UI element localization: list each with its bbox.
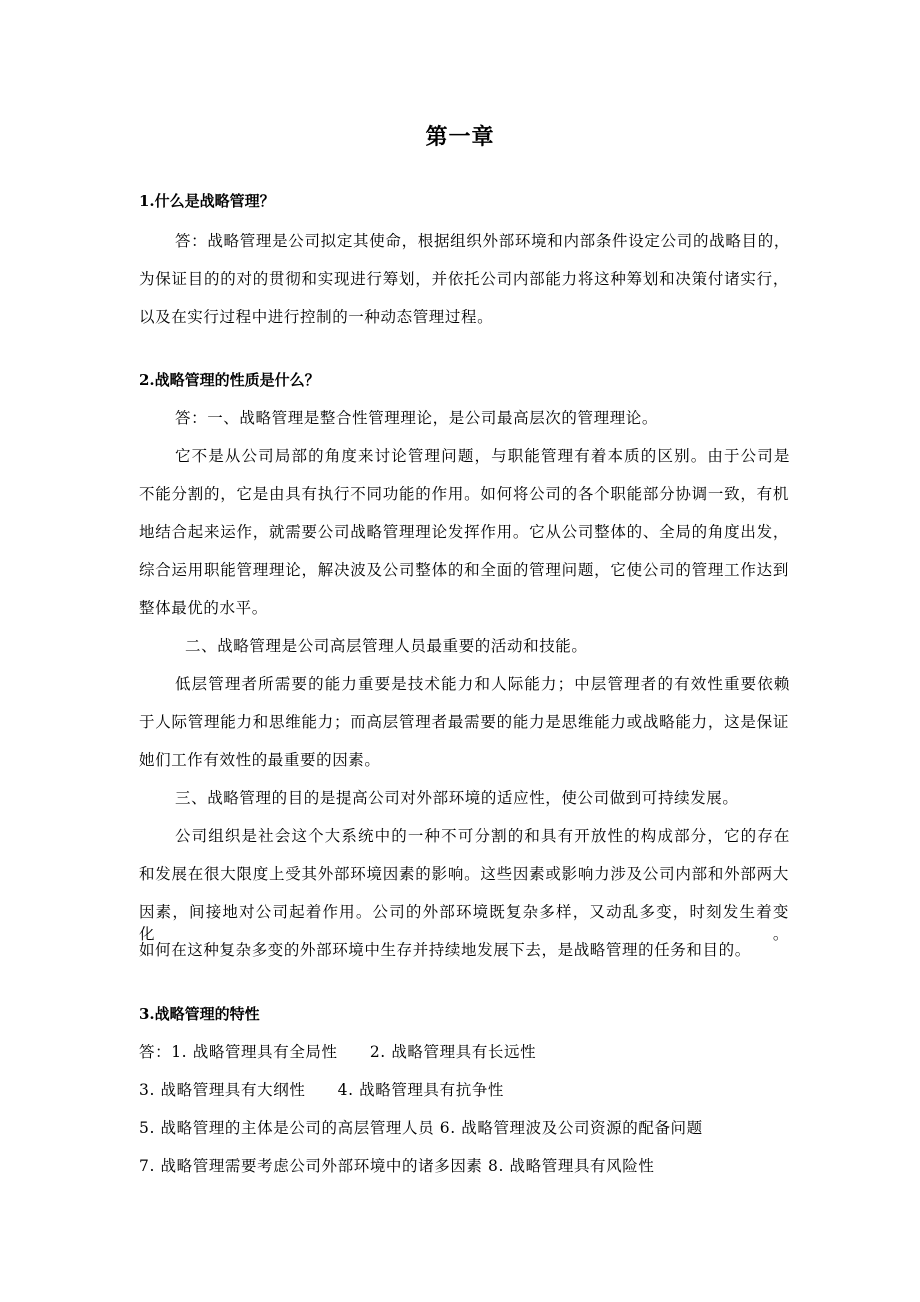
section-1-line-3: 以及在实行过程中进行控制的一种动态管理过程。	[139, 308, 494, 326]
section-2-line-8: 低层管理者所需要的能力重要是技术能力和人际能力；中层管理者的有效性重要依赖	[175, 675, 790, 693]
section-2-line-10: 她们工作有效性的最重要的因素。	[139, 751, 381, 769]
section-2-line-11: 三、战略管理的目的是提高公司对外部环境的适应性，使公司做到可持续发展。	[175, 789, 739, 807]
section-2-line-15: 如何在这种复杂多变的外部环境中生存并持续地发展下去，是战略管理的任务和目的。	[139, 941, 751, 959]
section-3-line-3: 5. 战略管理的主体是公司的高层管理人员 6. 战略管理波及公司资源的配备问题	[139, 1119, 703, 1137]
section-2-line-6: 整体最优的水平。	[139, 599, 268, 617]
section-2-line-9: 于人际管理能力和思维能力；而高层管理者最需要的能力是思维能力或战略能力，这是保证	[139, 713, 789, 731]
section-2-line-13: 和发展在很大限度上受其外部环境因素的影响。这些因素或影响力涉及公司内部和外部两大	[139, 865, 789, 883]
section-3-line-2: 3. 战略管理具有大纲性 4. 战略管理具有抗争性	[139, 1081, 505, 1099]
section-2-heading: 2.战略管理的性质是什么？	[139, 371, 320, 389]
section-3-heading: 3.战略管理的特性	[139, 1005, 260, 1023]
section-2-line-3: 不能分割的，它是由具有执行不同功能的作用。如何将公司的各个职能部分协调一致，有机	[139, 485, 789, 503]
section-1-heading: 1.什么是战略管理？	[139, 192, 275, 210]
section-3-line-4: 7. 战略管理需要考虑公司外部环境中的诸多因素 8. 战略管理具有风险性	[139, 1157, 655, 1175]
section-2-line-5: 综合运用职能管理理论，解决波及公司整体的和全面的管理问题，它使公司的管理工作达到	[139, 561, 789, 579]
section-2-line-14: 因素，间接地对公司起着作用。公司的外部环境既复杂多样，又动乱多变，时刻发生着变化。	[139, 903, 789, 943]
section-2-line-1: 答：一、战略管理是整合性管理理论，是公司最高层次的管理理论。	[175, 409, 659, 427]
section-2-line-4: 地结合起来运作，就需要公司战略管理理论发挥作用。它从公司整体的、全局的角度出发，	[139, 523, 789, 541]
section-3-line-1: 答：1. 战略管理具有全局性 2. 战略管理具有长远性	[139, 1043, 537, 1061]
section-2-line-7: 二、战略管理是公司高层管理人员最重要的活动和技能。	[185, 637, 588, 655]
section-1-line-1: 答：战略管理是公司拟定其使命，根据组织外部环境和内部条件设定公司的战略目的，	[175, 232, 790, 250]
section-1-line-2: 为保证目的的对的贯彻和实现进行筹划，并依托公司内部能力将这种筹划和决策付诸实行，	[139, 270, 789, 288]
section-2-line-2: 它不是从公司局部的角度来讨论管理问题，与职能管理有着本质的区别。由于公司是	[175, 447, 790, 465]
chapter-title: 第一章	[425, 124, 495, 150]
section-2-line-12: 公司组织是社会这个大系统中的一种不可分割的和具有开放性的构成部分，它的存在	[175, 827, 790, 845]
